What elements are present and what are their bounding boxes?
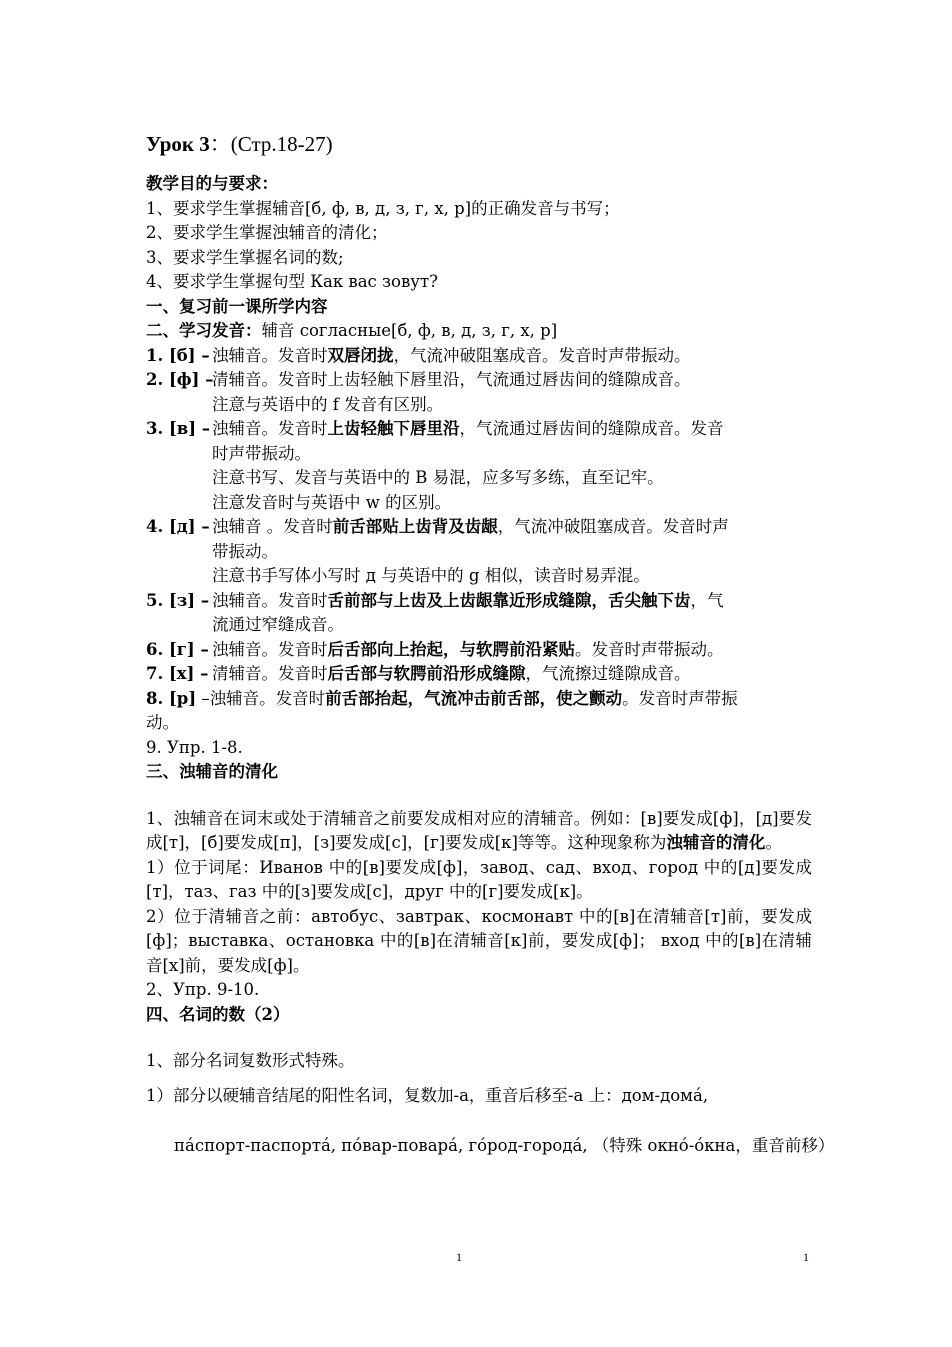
consonant-line: [146, 638, 812, 663]
devoicing-before-voiceless: 2）位于清辅音之前：автобус、завтрак、космонавт 中的[в]在清辅音[т]前，要发成[ф]；выставка、остановка 中的[в]在清辅音[к]前，要发成[ф]； вход 中的[в]在清辅音[х]前，要发成[ф]。: [146, 906, 812, 975]
consonant-line: [146, 368, 812, 393]
consonant-item-8: [146, 687, 812, 736]
text-run: 带振动。: [212, 541, 278, 561]
consonant-line: [146, 393, 812, 418]
text-run: 。: [765, 833, 782, 852]
consonant-item: [146, 662, 812, 687]
text-run: 清辅音。发音时: [212, 664, 328, 683]
lesson-title: [146, 128, 812, 158]
consonant-line: [146, 662, 812, 687]
consonant-line: [146, 442, 812, 467]
text-run: 。发音时声带振动。: [575, 639, 724, 659]
consonant-line: [146, 515, 812, 540]
section-3-heading: 三、浊辅音的清化: [146, 762, 278, 781]
text-run: 清辅音。发音时上齿轻触下唇里沿，气流通过唇齿间的缝隙成音。: [212, 370, 691, 389]
plural-rule-1: 1）部分以硬辅音结尾的阳性名词，复数加-а，重音后移至-а 上：дом-домá,: [146, 1085, 709, 1105]
goal-item: 1、要求学生掌握辅音[б, ф, в, д, з, г, х, р]的正确发音与书写；: [146, 198, 620, 218]
text-run: ，气流冲破阻塞成音。发音时声: [497, 517, 729, 536]
consonant-item: [146, 638, 812, 663]
text-run: ，气流通过唇齿间的缝隙成音。发音: [459, 419, 724, 438]
text-run: 时声带振动。: [212, 443, 311, 463]
plural-intro: 1、部分名词复数形式特殊。: [146, 1051, 355, 1070]
consonant-label: 4. [д] –: [146, 517, 210, 536]
consonant-line: [146, 344, 812, 369]
consonant-line: [146, 589, 812, 614]
text-run: ，气: [690, 590, 724, 610]
consonant-line: [146, 417, 812, 442]
text-run: ，气流擦过缝隙成音。: [525, 664, 691, 683]
consonant-label: 7. [х] –: [146, 664, 209, 683]
text-run: –浊辅音。发音时: [196, 688, 326, 708]
page-number-center: 1: [456, 1250, 462, 1264]
consonant-item: [146, 589, 812, 638]
bold-run: 上齿轻触下唇里沿: [327, 419, 460, 438]
consonant-label: 2. [ф] –: [146, 370, 214, 389]
spacer: [146, 1108, 812, 1134]
section-1-heading: 一、复习前一课所学内容: [146, 296, 328, 316]
text-run: 。发音时声带振: [622, 688, 738, 708]
spacer: [146, 1027, 812, 1049]
plural-examples: пáспорт-паспортá, пóвар-поварá, гóрод-городá, （特殊 окнó-óкна，重音前移）: [174, 1136, 835, 1155]
bold-run: 后舌部与软腭前沿形成缝隙: [327, 664, 526, 683]
text-run: 流通过窄缝成音。: [212, 615, 344, 634]
text-run: 注意与英语中的 f 发音有区别。: [212, 394, 444, 414]
consonant-line: [146, 540, 812, 565]
exercise-ref-1: 9. Упр. 1-8.: [146, 737, 243, 757]
text-run: 浊辅音。发音时: [212, 345, 328, 365]
consonant-item: [146, 515, 812, 589]
consonant-label: 8. [р]: [146, 688, 197, 708]
section-4-heading: 四、名词的数（2）: [146, 1004, 290, 1024]
section-2-heading: [146, 319, 812, 344]
text-run: 浊辅音。发音时: [212, 419, 328, 438]
consonant-list: [146, 344, 812, 687]
goal-item: 2、要求学生掌握浊辅音的清化；: [146, 223, 388, 242]
section-2-rest: 辅音 согласные[б, ф, в, д, з, г, х, р]: [261, 321, 558, 340]
consonant-line: [146, 564, 812, 589]
consonant-label: 5. [з] –: [146, 590, 210, 610]
goals-heading: 教学目的与要求：: [146, 174, 278, 193]
text-run: 注意书写、发音与英语中的 B 易混，应多写多练，直至记牢。: [212, 468, 664, 487]
goal-item: 4、要求学生掌握句型 Как вас зовут?: [146, 272, 438, 291]
devoicing-intro: [146, 807, 812, 856]
consonant-label: 3. [в] –: [146, 419, 211, 438]
page-number-right: 1: [803, 1250, 809, 1264]
bold-run: 舌前部与上齿及上齿龈靠近形成缝隙，舌尖触下齿: [327, 590, 691, 610]
spacer: [146, 1074, 812, 1084]
lesson-number: Урок 3: [146, 132, 210, 156]
bold-run: 浊辅音的清化: [666, 833, 766, 852]
lesson-pages: (Стр.18-27): [230, 132, 333, 156]
consonant-line: [146, 613, 812, 638]
text-run: 1、浊辅音在词末或处于清辅音之前要发成相对应的清辅音。例如：[в]要发成[ф]，[д]要发成[т]，[б]要发成[п]，[з]要发成[с]，[г]要发成[к]等等。这种现象称为: [146, 808, 812, 852]
goal-item: 3、要求学生掌握名词的数;: [146, 247, 344, 267]
consonant-item: [146, 417, 812, 515]
lesson-sep: ：: [209, 132, 231, 156]
bold-run: 前舌部贴上齿背及齿龈: [332, 517, 498, 536]
text-run: 浊辅音。发音时: [212, 590, 328, 610]
text-run: 浊辅音 。发音时: [212, 517, 333, 536]
consonant-label: 6. [г] –: [146, 639, 209, 659]
text-run: 注意发音时与英语中 w 的区别。: [212, 492, 452, 512]
consonant-item: [146, 344, 812, 369]
bold-run: 双唇闭拢: [327, 345, 394, 365]
text-run: 动。: [146, 713, 179, 732]
goals-list: [146, 197, 812, 295]
consonant-line: [146, 466, 812, 491]
bold-run: 前舌部抬起，气流冲击前舌部，使之颤动: [325, 688, 623, 708]
text-run: 注意书手写体小写时 д 与英语中的 g 相似，读音时易弄混。: [212, 566, 650, 585]
consonant-label: 1. [б] –: [146, 345, 210, 365]
text-run: ，气流冲破阻塞成音。发音时声带振动。: [393, 345, 691, 365]
devoicing-word-end: 1）位于词尾：Иванов 中的[в]要发成[ф]，завод、сад、вход、город 中的[д]要发成[т]，таз、газ 中的[з]要发成[с]，друг 中的[г]要发成[к]。: [146, 857, 812, 901]
consonant-item: [146, 368, 812, 417]
bold-run: 后舌部向上抬起，与软腭前沿紧贴: [327, 639, 575, 659]
consonant-line: [146, 491, 812, 516]
text-run: 浊辅音。发音时: [212, 639, 328, 659]
exercise-ref-2: 2、Упр. 9-10.: [146, 980, 260, 999]
spacer: [146, 785, 812, 807]
section-2-title: 二、学习发音：: [146, 321, 262, 340]
